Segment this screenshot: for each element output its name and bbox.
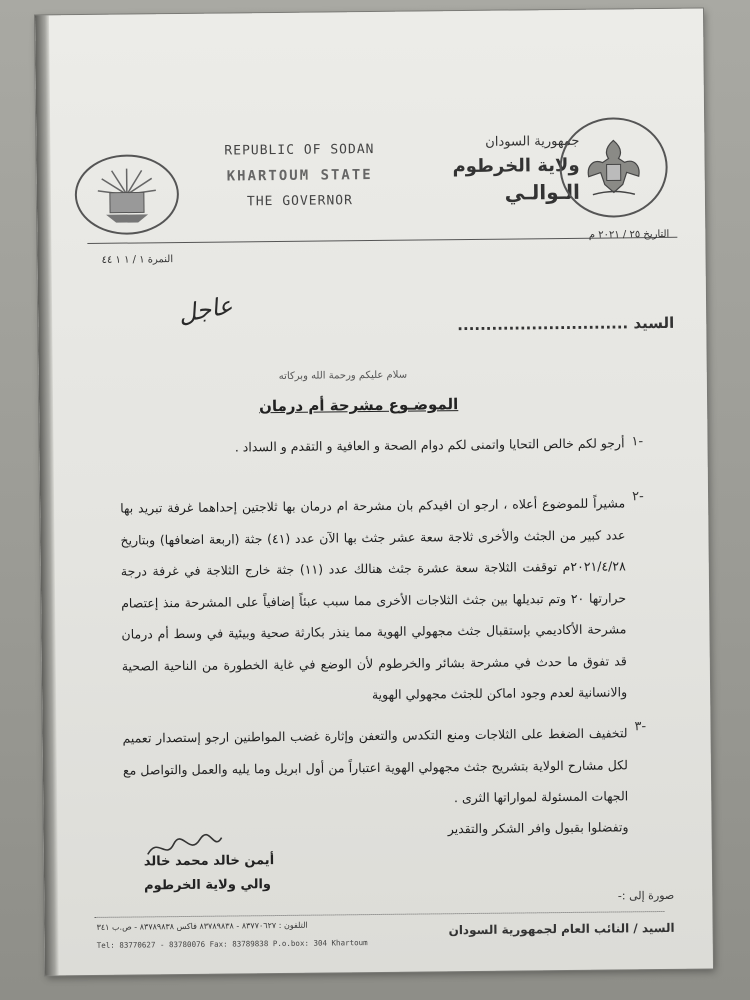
republic-ar: جمهورية السودان: [485, 133, 580, 150]
paragraph-closing: وتفضلوا بقبول وافر الشكر والتقدير: [447, 819, 629, 837]
signatory-title: والي ولاية الخرطوم: [144, 877, 272, 894]
copy-recipient: السيد / النائب العام لجمهورية السودان: [448, 920, 675, 938]
copy-to-label: صورة إلى :-: [617, 888, 675, 903]
urgent-handwritten-note: عاجل: [175, 290, 235, 329]
greeting: سلام عليكم ورحمة الله وبركاته: [278, 369, 408, 382]
arabic-letterhead: [419, 134, 580, 206]
footer-english-contact: Tel: 83770627 - 83780076 Fax: 83789838 P.o.box: 304 Khartoum: [96, 938, 368, 950]
paragraph-body: مشيراً للموضوع أعلاه ، ارجو ان افيدكم بان مشرحة ام درمان بها ثلاجتين إحداهما غرفة تبريد بها عدد كبير من الجثث والأخرى ثلاجة سعة عشر جثث بها الآن عدد (٤١) جثة (اربعة اضعافها) وبتاريخ ٢٠٢١/٤/٢٨م توقفت الثلاجة سعة عشرة جثث هنالك عدد (١١) جثة خارج الثلاجة في غرفة درجة حرارتها ٢٠ وتم تبديلها بين جثث الثلاجات الأخرى مما سبب عبئاً إضافياً على المشرحة منذ إعتصام مشرحة الأكاديمي بإستقبال جثث مجهولي الهوية مما ينذر بكارثة صحية وبيئية في وسط أم درمان قد تفوق ما حدث في مشرحة بشائر والخرطوم لأن الوضع في غاية الخطورة من الناحية الصحية والانسانية لعدم وجود اماكن للجثث مجهولي الهوية: [120, 495, 628, 703]
khartoum-state-emblem: [74, 154, 179, 235]
emblem-sun-icon: [92, 164, 163, 225]
state-ar: ولاية الخرطوم: [452, 154, 580, 178]
republic-en: REPUBLIC OF SODAN: [224, 141, 375, 159]
secretary-bird-icon: [578, 132, 649, 203]
footer-divider: [94, 911, 664, 918]
bullet-2: ٢-: [631, 489, 644, 505]
bullet-1: ١-: [631, 434, 644, 450]
english-letterhead: [199, 142, 400, 220]
bullet-3: ٣-: [634, 719, 647, 735]
letter-date: التاريخ ٢٥ / ٢٠٢١ م: [588, 228, 670, 241]
paragraph-greeting: أرجو لكم خالص التحايا واتمنى لكم دوام الصحة و العافية و التقدم و السداد .: [234, 435, 625, 455]
signatory-name: أيمن خالد محمد خالد: [143, 853, 275, 870]
governor-en: THE GOVERNOR: [246, 193, 353, 210]
state-en: KHARTOUM STATE: [226, 166, 373, 185]
subject-line: الموضـوع مشرحة أم درمان: [259, 395, 459, 416]
sudan-coat-of-arms: [559, 117, 668, 218]
footer-arabic-contact: التلفون : ٨٣٧٧٠٦٢٧ - ٨٣٧٨٩٨٣٨ فاكس ٨٣٧٨٩٨٣٨ - ص.ب ٣٤١: [96, 920, 308, 932]
letter-number: النمرة ١ / ١ ١ ٤٤: [101, 254, 174, 266]
governor-ar: الـوالـي: [504, 179, 580, 205]
letter-page: [35, 9, 713, 976]
paragraph-request: لتخفيف الضغط على الثلاجات ومنع التكدس والتعفن وإثارة غضب المواطنين ارجو إستصدار تعميم لكل مشارح الولاية بتشريح جثث مجهولي الهوية اعتباراً من أول ابريل وما يليه والعمل والتواصل مع الجهات المسئولة لمواراتها الثرى .: [122, 725, 629, 806]
addressee-line: السيد ..............................: [457, 313, 675, 335]
